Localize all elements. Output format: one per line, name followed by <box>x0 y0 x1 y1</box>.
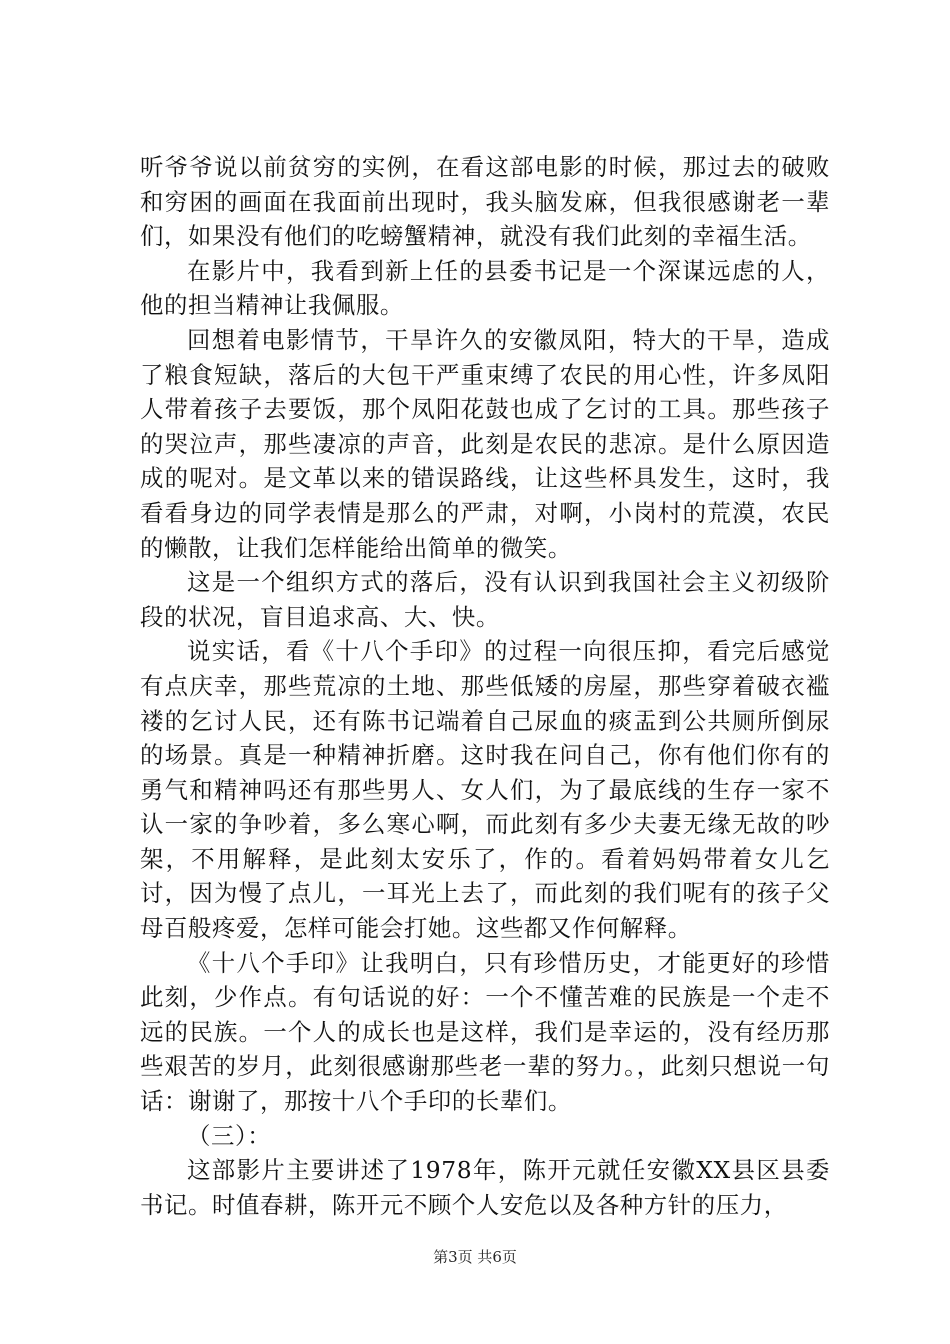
paragraph-6: 《十八个手印》让我明白，只有珍惜历史，才能更好的珍惜此刻，少作点。有句话说的好：一个不懂苦难的民族是一个走不远的民族。一个人的成长也是这样，我们是幸运的，没有经历那些艰苦的岁月，此刻很感谢那些老一辈的努力。，此刻只想说一句话：谢谢了，那按十八个手印的长辈们。 <box>140 948 830 1116</box>
paragraph-1: 听爷爷说以前贫穷的实例，在看这部电影的时候，那过去的破败和穷困的画面在我面前出现时，我头脑发麻，但我很感谢老一辈们，如果没有他们的吃螃蟹精神，就没有我们此刻的幸福生活。 <box>140 153 830 251</box>
paragraph-2: 在影片中，我看到新上任的县委书记是一个深谋远虑的人，他的担当精神让我佩服。 <box>140 256 830 320</box>
paragraph-4: 这是一个组织方式的落后，没有认识到我国社会主义初级阶段的状况，盲目追求高、大、快。 <box>140 568 830 631</box>
page-number-footer: 第3页 共6页 <box>433 1248 517 1266</box>
paragraph-5: 说实话，看《十八个手印》的过程一向很压抑，看完后感觉有点庆幸，那些荒凉的土地、那些低矮的房屋，那些穿着破衣褴褛的乞讨人民，还有陈书记端着自己尿血的痰盂到公共厕所倒尿的场景。真是一种精神折磨。这时我在问自己，你有他们你有的勇气和精神吗还有那些男人、女人们，为了最底线的生存一家不认一家的争吵着，多么寒心啊，而此刻有多少夫妻无缘无故的吵架，不用解释，是此刻太安乐了，作的。看着妈妈带着女儿乞讨，因为慢了点儿，一耳光上去了，而此刻的我们呢有的孩子父母百般疼爱，怎样可能会打她。这些都又作何解释。 <box>140 637 830 943</box>
document-body <box>140 150 830 1222</box>
paragraph-7: 这部影片主要讲述了1978年，陈开元就任安徽XX县区县委书记。时值春耕，陈开元不顾个人安危以及各种方针的压力， <box>140 1156 830 1219</box>
paragraph-3: 回想着电影情节，干旱许久的安徽凤阳，特大的干旱，造成了粮食短缺，落后的大包干严重束缚了农民的用心性，许多凤阳人带着孩子去要饭，那个凤阳花鼓也成了乞讨的工具。那些孩子的哭泣声，那些凄凉的声音，此刻是农民的悲凉。是什么原因造成的呢对。是文革以来的错误路线，让这些杯具发生，这时，我看看身边的同学表情是那么的严肃，对啊，小岗村的荒漠，农民的懒散，让我们怎样能给出简单的微笑。 <box>140 325 830 562</box>
section-heading: （三）： <box>187 1121 272 1150</box>
